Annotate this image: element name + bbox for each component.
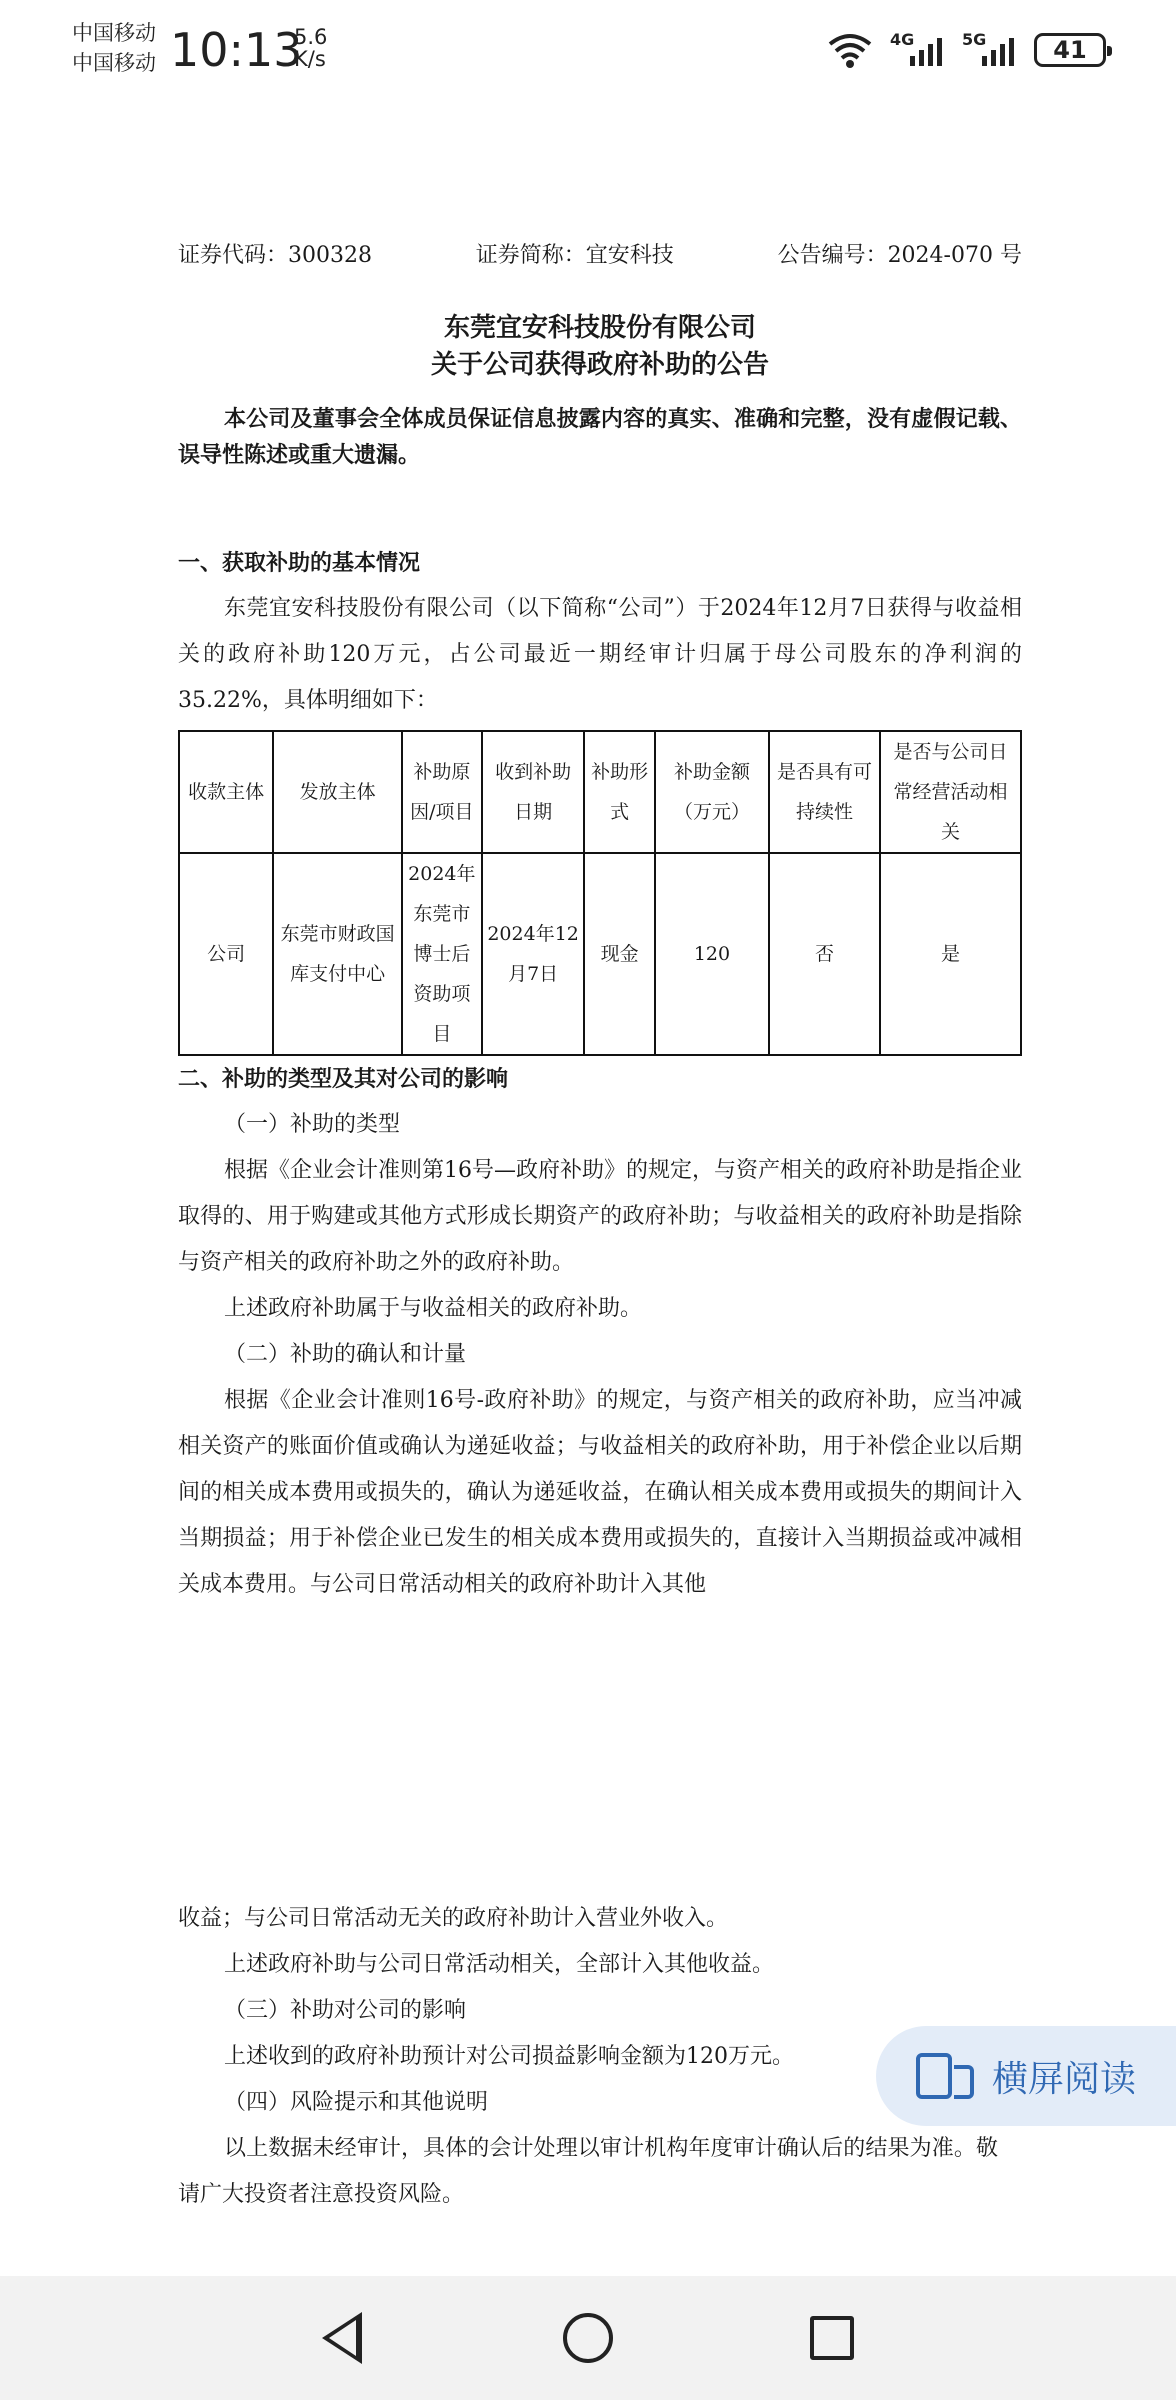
table-header-cell: 补助金额（万元） [655,731,769,853]
announcement-number: 公告编号：2024-070 号 [777,243,1022,268]
wifi-icon [826,30,874,70]
securities-short-name: 证券简称：宜安科技 [475,243,674,268]
document-title [178,310,1022,384]
navigation-bar [0,2276,1176,2400]
battery-icon: 41 [1034,33,1106,67]
section-1-heading: 一、获取补助的基本情况 [178,550,421,576]
table-row [179,853,1021,1055]
announcement-header [178,238,1022,269]
table-cell: 否 [769,853,880,1055]
recent-apps-icon [810,2316,854,2360]
disclaimer: 本公司及董事会全体成员保证信息披露内容的真实、准确和完整，没有虚假记载、误导性陈述或重大遗漏。 [178,406,1022,468]
status-icons [826,28,1106,72]
section-2-sub-3: （三）补助对公司的影响 [224,1998,467,2023]
table-cell: 是 [880,853,1021,1055]
section-2-sub-4: （四）风险提示和其他说明 [224,2090,489,2115]
title-subject: 关于公司获得政府补助的公告 [430,350,769,380]
back-icon [322,2312,362,2364]
clock: 10:13 [170,23,303,77]
status-bar [0,0,1176,100]
table-cell: 2024年12月7日 [482,853,585,1055]
signal-5g-icon [962,30,1018,70]
table-header-cell: 收到补助日期 [482,731,585,853]
table-header-cell: 是否与公司日常经营活动相关 [880,731,1021,853]
carrier-2: 中国移动 [72,51,156,75]
table-header-cell: 补助形式 [584,731,655,853]
subsidy-table [178,730,1022,1056]
table-header-cell: 收款主体 [179,731,273,853]
section-2-sub-1: （一）补助的类型 [224,1112,401,1137]
back-button[interactable] [310,2306,374,2370]
table-cell: 120 [655,853,769,1055]
table-cell: 东莞市财政国库支付中心 [273,853,402,1055]
home-button[interactable] [556,2306,620,2370]
network-speed [294,26,327,70]
carrier-1: 中国移动 [72,21,156,45]
signal-4g-icon [890,30,946,70]
section-2-paragraph-3: 根据《企业会计准则16号-政府补助》的规定，与资产相关的政府补助，应当冲减相关资产的账面价值或确认为递延收益；与收益相关的政府补助，用于补偿企业以后期间的相关成本费用或损失的，确认为递延收益，在确认相关成本费用或损失的期间计入当期损益；用于补偿企业已发生的相关成本费用或损失的，直接计入当期损益或冲减相关成本费用。与公司日常活动相关的政府补助计入其他 [178,1388,1022,1597]
table-cell: 2024年东莞市博士后资助项目 [402,853,482,1055]
home-icon [563,2313,613,2363]
table-header-cell: 是否具有可持续性 [769,731,880,853]
section-2-paragraph-6: 以上数据未经审计，具体的会计处理以审计机构年度审计确认后的结果为准。敬请广大投资者注意投资风险。 [178,2136,998,2207]
section-2-sub-2: （二）补助的确认和计量 [224,1342,467,1367]
section-2-paragraph-3-continued: 收益；与公司日常活动无关的政府补助计入营业外收入。 [178,1906,729,1931]
title-company: 东莞宜安科技股份有限公司 [443,313,756,343]
section-2-heading: 二、补助的类型及其对公司的影响 [178,1066,509,1092]
rotate-screen-icon [916,2051,974,2101]
table-cell: 现金 [584,853,655,1055]
landscape-reading-button[interactable] [876,2026,1176,2126]
table-cell: 公司 [179,853,273,1055]
section-2-paragraph-2: 上述政府补助属于与收益相关的政府补助。 [224,1296,643,1321]
section-2-paragraph-1: 根据《企业会计准则第16号—政府补助》的规定，与资产相关的政府补助是指企业取得的、用于购建或其他方式形成长期资产的政府补助；与收益相关的政府补助是指除与资产相关的政府补助之外的政府补助。 [178,1158,1022,1275]
signal-4g-label: 4G [890,30,915,49]
network-speed-unit: K/s [294,47,326,71]
network-speed-value: 5.6 [294,25,328,49]
signal-5g-label: 5G [962,30,987,49]
table-header-cell: 发放主体 [273,731,402,853]
section-1-paragraph: 东莞宜安科技股份有限公司（以下简称“公司”）于2024年12月7日获得与收益相关的政府补助120万元，占公司最近一期经审计归属于母公司股东的净利润的35.22%，具体明细如下： [178,596,1022,713]
carrier-info [72,18,156,78]
recent-apps-button[interactable] [800,2306,864,2370]
securities-code: 证券代码：300328 [178,243,372,268]
section-2-paragraph-5: 上述收到的政府补助预计对公司损益影响金额为120万元。 [224,2044,794,2069]
landscape-reading-label: 横屏阅读 [992,2058,1137,2100]
table-header-row [179,731,1021,853]
table-header-cell: 补助原因/项目 [402,731,482,853]
section-2-paragraph-4: 上述政府补助与公司日常活动相关，全部计入其他收益。 [224,1952,775,1977]
